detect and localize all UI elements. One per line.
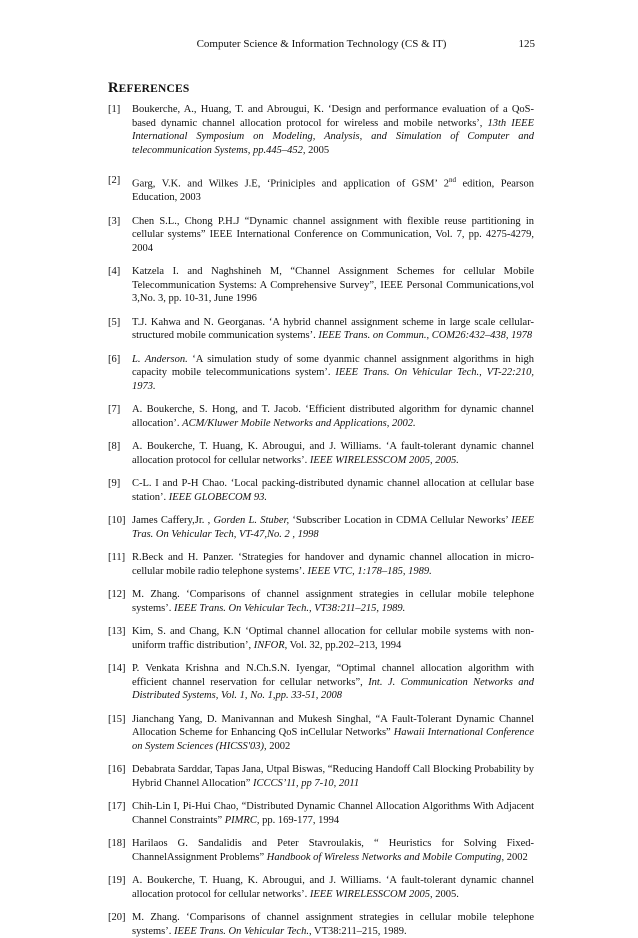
reference-source: IEEE Trans. on Commun., COM26:432–438, 1978 <box>318 330 533 341</box>
reference-source: IEEE GLOBECOM 93. <box>168 491 268 503</box>
reference-source: IEEE WIRELESSCOM 2005, 2005. <box>309 454 459 466</box>
reference-segment: P. Venkata Krishna and N.Ch.S.N. Iyengar, “Optimal channel allocation algorithm with efficient channel reservation for cellular networks”, <box>132 663 534 688</box>
reference-entry <box>108 353 534 394</box>
reference-text <box>132 353 534 394</box>
reference-number: [17] <box>108 801 126 812</box>
reference-number: [4] <box>108 266 121 277</box>
running-header <box>108 38 535 52</box>
reference-segment: edition, Pearson Education, 2003 <box>132 178 535 203</box>
reference-source: Gorden L. Stuber, <box>213 515 290 526</box>
reference-number: [19] <box>108 875 126 886</box>
reference-text <box>132 763 534 790</box>
reference-number: [7] <box>108 404 121 415</box>
reference-segment: ‘A simulation study of some dyanmic channel assignment algorithms in high capacity mobile telecommunications system’. <box>132 353 534 378</box>
reference-entry <box>108 625 534 652</box>
reference-number: [9] <box>108 478 121 489</box>
reference-segment: James Caffery,Jr. , <box>132 515 214 526</box>
reference-text <box>132 477 534 504</box>
reference-source: Hawaii International Conference on System Sciences (HICSS'03), <box>132 727 534 752</box>
reference-segment: Kim, S. and Chang, K.N ‘Optimal channel allocation for cellular mobile systems with non-uniform traffic distribution’, <box>132 626 534 651</box>
reference-text <box>132 800 534 827</box>
section-title-initial: R <box>108 80 119 96</box>
reference-segment: nd <box>448 176 456 184</box>
reference-segment: Boukerche, A., Huang, T. and Abrougui, K. ‘Design and performance evaluation of a QoS-based dynamic channel allocation protocol for wireless and mobile networks’, <box>132 104 534 129</box>
reference-segment: Garg, V.K. and Wilkes J.E, ‘Priniciples and application of GSM’ 2 <box>132 178 449 190</box>
reference-segment: A. Boukerche, T. Huang, K. Abrougui, and J. Williams. ‘A fault-tolerant dynamic channel allocation protocol for cellular networks’. <box>132 441 534 466</box>
reference-text <box>132 625 534 652</box>
reference-number: [3] <box>108 215 121 227</box>
reference-number: [2] <box>108 175 121 186</box>
reference-source: IEEE Trans. On Vehicular Tech., VT38:211–215, 1989. <box>174 602 406 614</box>
reference-number: [12] <box>108 589 126 600</box>
reference-text <box>132 837 534 864</box>
reference-source: PIMRC, <box>224 814 260 826</box>
reference-segment: , VT38:211–215, 1989. <box>308 925 407 937</box>
reference-text <box>132 103 534 157</box>
reference-text <box>132 265 534 306</box>
reference-source: ICCCS’11, pp 7-10, 2011 <box>253 777 360 789</box>
reference-segment: ‘Subscriber Location in CDMA Cellular Neworks’ <box>289 515 512 526</box>
reference-text <box>132 215 534 256</box>
reference-source: Handbook of Wireless Networks and Mobile Computing <box>266 851 502 863</box>
reference-source: IEEE Trans. On Vehicular Tech. <box>174 925 309 937</box>
reference-number: [16] <box>108 764 126 775</box>
reference-list <box>108 103 534 938</box>
reference-number: [1] <box>108 104 121 115</box>
reference-segment: Chih-Lin I, Pi-Hui Chao, “Distributed Dynamic Channel Allocation Algorithms With Adjacent Channel Constraints” <box>132 801 534 826</box>
reference-entry <box>108 763 534 790</box>
reference-entry <box>108 713 534 754</box>
reference-entry <box>108 588 534 615</box>
reference-entry <box>108 440 534 467</box>
reference-entry <box>108 551 534 578</box>
reference-source: ACM/Kluwer Mobile Networks and Applications, 2002. <box>182 417 416 429</box>
reference-text <box>132 551 534 578</box>
reference-source: L. Anderson. <box>132 353 188 365</box>
reference-segment: 2005 <box>305 144 330 156</box>
page-number: 125 <box>518 38 535 50</box>
reference-segment: Debabrata Sarddar, Tapas Jana, Utpal Biswas, “Reducing Handoff Call Blocking Probability by Hybrid Channel Allocation” <box>132 764 534 789</box>
reference-segment: Katzela I. and Naghshineh M, “Channel Assignment Schemes for cellular Mobile Telecommunication Systems: A Comprehensive Survey”, IEEE Personal Communications,vol 3,No. 3, pp. 10-31, June 1996 <box>132 266 534 304</box>
reference-text <box>132 713 534 754</box>
reference-segment: A. Boukerche, S. Hong, and T. Jacob. ‘Efficient distributed algorithm for dynamic channel allocation’. <box>132 404 534 429</box>
reference-entry <box>108 265 534 306</box>
reference-text <box>132 514 534 541</box>
reference-segment: , 2005. <box>430 888 459 900</box>
reference-segment: R.Beck and H. Panzer. ‘Strategies for handover and dynamic channel allocation in micro-cellular mobile radio telephone systems’. <box>132 552 534 577</box>
reference-text <box>132 174 534 205</box>
reference-entry <box>108 911 534 938</box>
section-title <box>108 80 190 97</box>
reference-text <box>132 911 534 938</box>
reference-source: 13th IEEE International Symposium on Modeling, Analysis, and Simulation of Computer and telecommunication Systems, pp.445–452, <box>132 117 534 156</box>
reference-segment: pp. 169-177, 1994 <box>259 814 340 826</box>
reference-source: INFOR <box>253 639 285 651</box>
reference-text <box>132 874 534 901</box>
reference-entry <box>108 316 534 343</box>
reference-source: IEEE Tras. On Vehicular Tech, VT-47,No. 2 , 1998 <box>132 515 535 540</box>
reference-number: [10] <box>108 515 126 526</box>
reference-number: [18] <box>108 838 126 849</box>
reference-number: [6] <box>108 353 121 365</box>
reference-text <box>132 403 534 430</box>
reference-entry <box>108 800 534 827</box>
reference-entry <box>108 403 534 430</box>
reference-number: [15] <box>108 713 126 725</box>
reference-segment: A. Boukerche, T. Huang, K. Abrougui, and J. Williams. ‘A fault-tolerant dynamic channel allocation protocol for cellular networks’. <box>132 875 534 900</box>
reference-number: [13] <box>108 626 126 637</box>
reference-source: IEEE Trans. On Vehicular Tech., VT-22:210, 1973. <box>132 367 534 392</box>
reference-text <box>132 588 534 615</box>
reference-entry <box>108 837 534 864</box>
reference-source: IEEE WIRELESSCOM 2005 <box>309 888 431 900</box>
journal-name: Computer Science & Information Technology (CS & IT) <box>196 38 447 50</box>
reference-number: [20] <box>108 912 126 923</box>
reference-segment: M. Zhang. ‘Comparisons of channel assignment strategies in cellular mobile telephone systems’. <box>132 912 534 937</box>
reference-number: [5] <box>108 316 121 328</box>
reference-entry <box>108 174 534 205</box>
reference-segment: M. Zhang. ‘Comparisons of channel assignment strategies in cellular mobile telephone systems’. <box>132 589 534 614</box>
reference-entry <box>108 874 534 901</box>
reference-segment: C-L. I and P-H Chao. ‘Local packing-distributed dynamic channel allocation at cellular base station’. <box>132 478 534 503</box>
reference-entry <box>108 514 534 541</box>
reference-number: [8] <box>108 441 121 452</box>
reference-entry <box>108 662 534 703</box>
reference-number: [11] <box>108 552 126 563</box>
reference-text <box>132 662 534 703</box>
reference-number: [14] <box>108 663 126 674</box>
reference-source: Int. J. Communication Networks and Distributed Systems, Vol. 1, No. 1,pp. 33-51, 2008 <box>132 676 534 701</box>
section-title-rest: EFERENCES <box>118 83 190 95</box>
reference-segment: Chen S.L., Chong P.H.J “Dynamic channel assignment with flexible reuse partitioning in cellular systems” IEEE International Conference on Communication, Vol. 7, pp. 4275-4279, 2004 <box>132 215 534 254</box>
reference-entry <box>108 103 534 157</box>
reference-segment: , 2002 <box>501 851 528 863</box>
reference-segment: Harilaos G. Sandalidis and Peter Stavroulakis, “ Heuristics for Solving Fixed-ChannelAssignment Problems” <box>132 838 534 863</box>
reference-source: IEEE VTC, 1:178–185, 1989. <box>307 565 432 577</box>
reference-entry <box>108 215 534 256</box>
reference-segment: T.J. Kahwa and N. Georganas. ‘A hybrid channel assignment scheme in large scale cellular-structured mobile communication systems’. <box>132 316 534 341</box>
reference-text <box>132 316 534 343</box>
reference-entry <box>108 477 534 504</box>
reference-segment: 2002 <box>266 740 291 752</box>
reference-text <box>132 440 534 467</box>
reference-segment: , Vol. 32, pp.202–213, 1994 <box>284 639 402 651</box>
reference-segment: Jianchang Yang, D. Manivannan and Mukesh Singhal, “A Fault-Tolerant Dynamic Channel Allocation Scheme for Enhancing QoS inCellular Networks” <box>132 713 534 738</box>
